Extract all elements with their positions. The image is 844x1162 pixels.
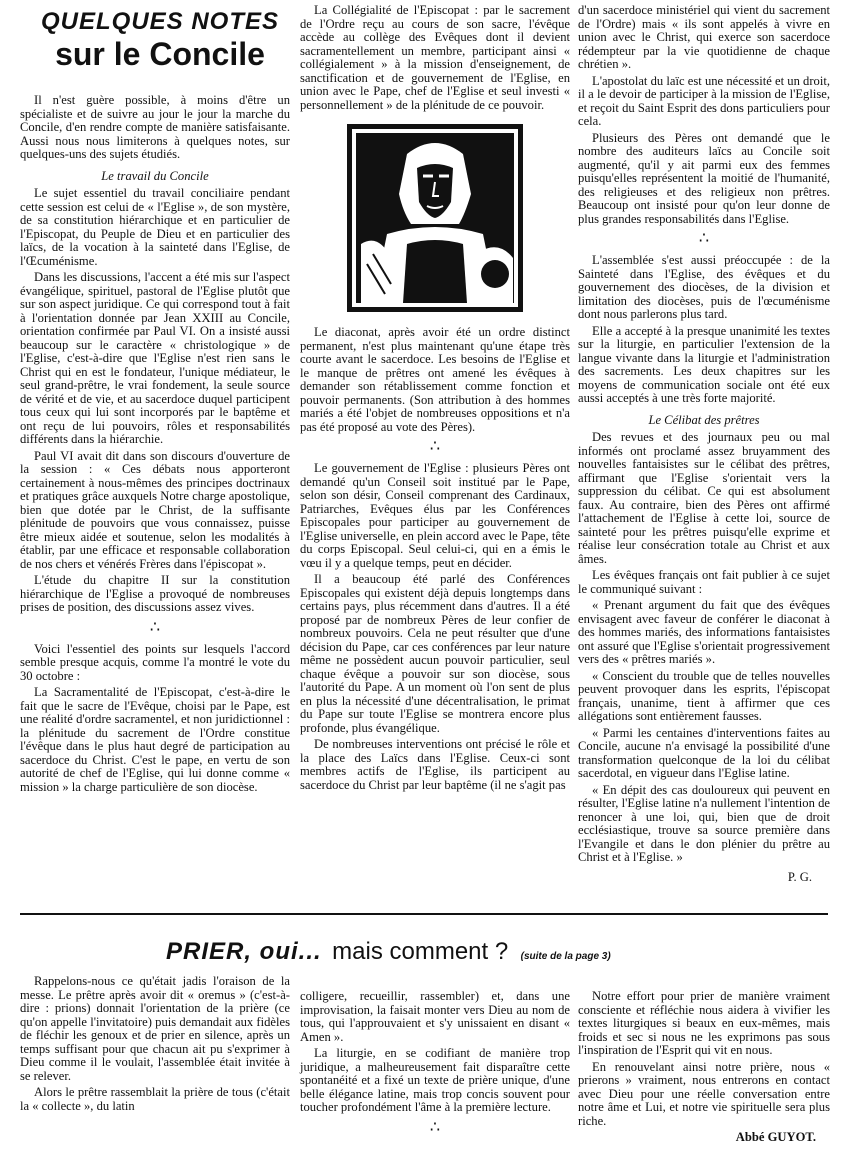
paragraph: « En dépit des cas douloureux qui peuvent en résulter, l'Eglise latine n'a nullement l'intention de renoncer à une loi, qui, bien que de droit ecclésiastique, trouve sa source première dans l'Evangile et dans le don plénier du prêtre au Christ et à l'Eglise. » — [578, 782, 830, 864]
title-prier: PRIER, oui... — [166, 938, 322, 965]
title-line-1: QUELQUES NOTES — [40, 8, 280, 35]
paragraph: Le gouvernement de l'Eglise : plusieurs Pères ont demandé qu'un Conseil soit institué par le Pape, selon son désir, Conseil comprenant des Cardinaux, Patriarches, Evêques élus par les Conférences Episcopales pour participer au gouvernement de l'Eglise universelle, en plein accord avec le Pape, tête du corps Episcopal. Seul celui-ci, qui en a émis le vœu il y a quelque temps, peut en décider. — [300, 461, 570, 570]
paragraph: Paul VI avait dit dans son discours d'ouverture de la session : « Ces débats nous apporteront certainement à nous-mêmes des principes doctrinaux et pratiques grâce auxquels Notre charge apostolique, bien que dotée par le Christ, de la suffisante plénitude de pouvoirs que vous connaissez, puisse être mieux aidée et soutenue, selon les modalités à établir, par une efficace et responsable collaboration de nos chers et vénérés Frères dans l'épiscopat ». — [20, 448, 290, 571]
section-divider — [20, 913, 828, 915]
subhead-travail: Le travail du Concile — [101, 168, 209, 183]
suite-note: (suite de la page 3) — [520, 951, 611, 962]
paragraph: colligere, recueillir, rassembler) et, dans une improvisation, la faisait monter vers Dieu au nom de tous, qui l'approuvaient et s'y unissaient en disant « Amen ». — [300, 989, 570, 1044]
christ-woodcut-image — [347, 124, 523, 312]
subhead-celibat: Le Célibat des prêtres — [648, 412, 760, 427]
paragraph: Voici l'essentiel des points sur lesquels l'accord semble presque acquis, comme l'a montré le vote du 30 octobre : — [20, 641, 290, 683]
paragraph: Alors le prêtre rassemblait la prière de tous (c'était la « collecte », du latin — [20, 1085, 290, 1113]
paragraph: La Collégialité de l'Episcopat : par le sacrement de l'Ordre reçu au cours de son sacre, l'évêque accède au collège des Evêques dont il devient sacramentellement un membre, participant ainsi « collégialement » à la mission d'enseignement, de sanctification et de gouvernement de l'Eglise, en union avec le Pape, chef de l'Eglise et seul investi « personnellement » de la plénitude de ce pouvoir. — [300, 3, 570, 112]
paragraph: De nombreuses interventions ont précisé le rôle et la place des Laïcs dans l'Eglise. Ceux-ci sont membres actifs de l'Eglise, ils participent au sacerdoce du Christ par leur baptême (il ne s'agit pas — [300, 737, 570, 792]
paragraph: Elle a accepté à la presque unanimité les textes sur la liturgie, en particulier l'extension de la langue vivante dans la liturgie et l'administration des sacrements. Les deux chapitres sur les moyens de communication sociale ont été eux aussi acceptés à une très forte majorité. — [578, 323, 830, 405]
paragraph: « Conscient du trouble que de telles nouvelles peuvent provoquer dans les esprits, l'épiscopat français, unanime, tient à affirmer que ces allégations sont entièrement fausses. — [578, 668, 830, 723]
paragraph: Rappelons-nous ce qu'était jadis l'oraison de la messe. Le prêtre après avoir dit « oremus » (c'est-à-dire : prions) donnait l'orientation de la prière (ce qu'on appelle l'invitatoire) puis demandait aux fidèles de fléchir les genoux et de prier en silence, après un temps suffisant pour que chacun ait pu s'exprimer à Dieu comme il le voulait, l'assemblée était invitée à se relever. — [20, 974, 290, 1083]
section-dots: ∴ — [149, 618, 161, 636]
bottom-column-2 — [300, 990, 570, 1143]
paragraph: « Prenant argument du fait que des évêques envisagent avec faveur de conférer le diaconat à des hommes mariés, des informations fantaisistes ont assuré que l'Eglise s'orientait progressivement vers des « prêtres mariés ». — [578, 598, 830, 666]
paragraph: Il a beaucoup été parlé des Conférences Episcopales qui existent déjà depuis longtemps dans certains pays, plus récemment dans d'autres. Il a été proposé par de nombreux Pères de leur confier de nombreux pouvoirs. Cela ne peut résulter que d'une décision du Pape, car ces conférences par leur nature même ne possèdent aucun pouvoir particulier, seul chaque évêque a pouvoir sur son diocèse, sous l'autorité du Pape. A un moment où l'on sent de plus en plus la nécessité d'une décentralisation, le primat du Pape sur toute l'Eglise se montrera encore plus profonde, plus évangélique. — [300, 572, 570, 735]
section-dots: ∴ — [429, 438, 441, 455]
bottom-article-title — [166, 938, 826, 966]
bottom-column-3 — [578, 990, 830, 1145]
paragraph: En renouvelant ainsi notre prière, nous « prierons » vraiment, nous entrerons en contact avec Dieu pour une réelle conversation entre notre âme et Lui, et notre vie spirituelle sera plus riche. — [578, 1059, 830, 1128]
paragraph: L'étude du chapitre II sur la constitution hiérarchique de l'Eglise a provoqué de nombreuses prises de position, des discussions assez vives. — [20, 573, 290, 614]
paragraph: Le sujet essentiel du travail conciliaire pendant cette session est celui de « l'Eglise », de son mystère, de sa constitution hiérarchique et en particulier de l'Episcopat, du Peuple de Dieu et en particulier des laïcs, de la vocation à la sainteté dans l'Eglise, de l'Œcuménisme. — [20, 186, 290, 268]
intro-paragraph: Il n'est guère possible, à moins d'être un spécialiste et de suivre au jour le jour la marche du Concile, d'en rendre compte de manière satisfaisante. Aussi nous nous limiterons à quelques notes, sur quelques-uns des sujets étudiés. — [20, 93, 290, 161]
paragraph: La Sacramentalité de l'Episcopat, c'est-à-dire le fait que le sacre de l'Evêque, choisi par le Pape, est une réalité d'ordre sacramentel, et non juridictionnel : la plénitude du sacrement de l'Ordre constitue l'évêque dans le plus haut degré de participation au sacerdoce du Christ. C'est le pape, en vertu de son autorité de chef de l'Eglise, qui lui donne comme « mission » la charge particulière de son diocèse. — [20, 685, 290, 794]
section-dots: ∴ — [429, 1118, 441, 1136]
paragraph: L'apostolat du laïc est une nécessité et un droit, il a le devoir de participer à la mission de l'Eglise, et reçoit du Saint Esprit des dons particuliers pour cela. — [578, 73, 830, 128]
paragraph: Plusieurs des Pères ont demandé que le nombre des auditeurs laïcs au Concile soit augmenté, qu'il y ait parmi eux des femmes puisqu'elles représentent la moitié de l'humanité, des religieuses et des religieux non prêtres. Beaucoup ont insisté pour qu'on leur donne de plus grandes responsabilités dans l'Eglise. — [578, 130, 830, 226]
bottom-column-1 — [20, 975, 290, 1116]
paragraph: Dans les discussions, l'accent a été mis sur l'aspect évangélique, spirituel, pastoral de l'Eglise plutôt que sur son aspect juridique. Ce qui correspond tout à fait à l'orientation donnée par Jean XXIII au Concile, orientation confirmée par Paul VI. On a insisté aussi beaucoup sur le caractère « christologique » de l'Eglise, c'est-à-dire que l'Eglise n'est rien sans le Christ qui en est le fondateur, l'unique médiateur, le seul grand-prêtre, le vrai fondement, la seule source de vérité et de vie, et au sacerdoce duquel participent tous ceux qui lui sont incorporés par le baptême et ont reçu de lui pouvoirs, rôles et responsabilités différents dans la hiérarchie. — [20, 270, 290, 446]
paragraph: Les évêques français ont fait publier à ce sujet le communiqué suivant : — [578, 568, 830, 596]
signature-guyot: Abbé GUYOT. — [735, 1130, 816, 1144]
article-header — [24, 8, 296, 73]
column-3 — [578, 4, 830, 884]
title-line-2: sur le Concile — [55, 36, 265, 72]
section-dots: ∴ — [698, 230, 710, 247]
illustration — [347, 124, 523, 312]
paragraph: Notre effort pour prier de manière vraiment consciente et réfléchie nous aidera à vivifier les textes liturgiques si beaux en eux-mêmes, mais froids et sec si nous ne les exprimons pas sous l'inspiration de l'Esprit qui vit en nous. — [578, 989, 830, 1057]
paragraph: Des revues et des journaux peu ou mal informés ont proclamé assez bruyamment des nouvelles fantaisistes sur le célibat des prêtres, affirmant que l'Eglise s'orientait vers la suppression du célibat. Ce qui est absolument faux. Au contraire, bien des Pères ont affirmé l'attachement de l'Eglise à cette loi, source de sainteté pour les prêtres puisqu'elle exprime et réalise leur consécration totale au Christ et aux âmes. — [578, 430, 830, 566]
column-2 — [300, 4, 570, 795]
paragraph: Le diaconat, après avoir été un ordre distinct permanent, n'est plus maintenant qu'une étape très courte avant le sacerdoce. Les besoins de l'Eglise et le manque de prêtres ont amené les évêques à demander son rétablissement comme fonction et pouvoir permanents. (Son attribution à des hommes mariés a été l'objet de nombreuses oppositions et n'a pas été proposé au vote des Pères). — [300, 325, 570, 434]
column-1 — [20, 94, 290, 797]
paragraph: La liturgie, en se codifiant de manière trop juridique, a malheureusement fait disparaître cette spontanéité et a fixé un texte de prière unique, d'une belle élégance latine, mais trop concis souvent pour toucher profondément l'âme à la première lecture. — [300, 1046, 570, 1114]
signature: P. G. — [787, 869, 812, 884]
title-comment: mais comment ? — [332, 938, 509, 965]
paragraph: d'un sacerdoce ministériel qui vient du sacrement de l'Ordre) mais « ils sont appelés à vivre en union avec le Christ, qui exerce son sacerdoce rédempteur par la vie quotidienne de chaque chrétien ». — [578, 3, 830, 71]
paragraph: L'assemblée s'est aussi préoccupée : de la Sainteté dans l'Eglise, des évêques et du gouvernement des diocèses, de la division et limitation des diocèses, puis de l'œcuménisme dont nous parlerons plus tard. — [578, 253, 830, 321]
paragraph: « Parmi les centaines d'interventions faites au Concile, aucune n'a envisagé la possibilité d'une transformation quelconque de la loi du célibat sacerdotal, en vigueur dans l'Eglise latine. — [578, 725, 830, 780]
